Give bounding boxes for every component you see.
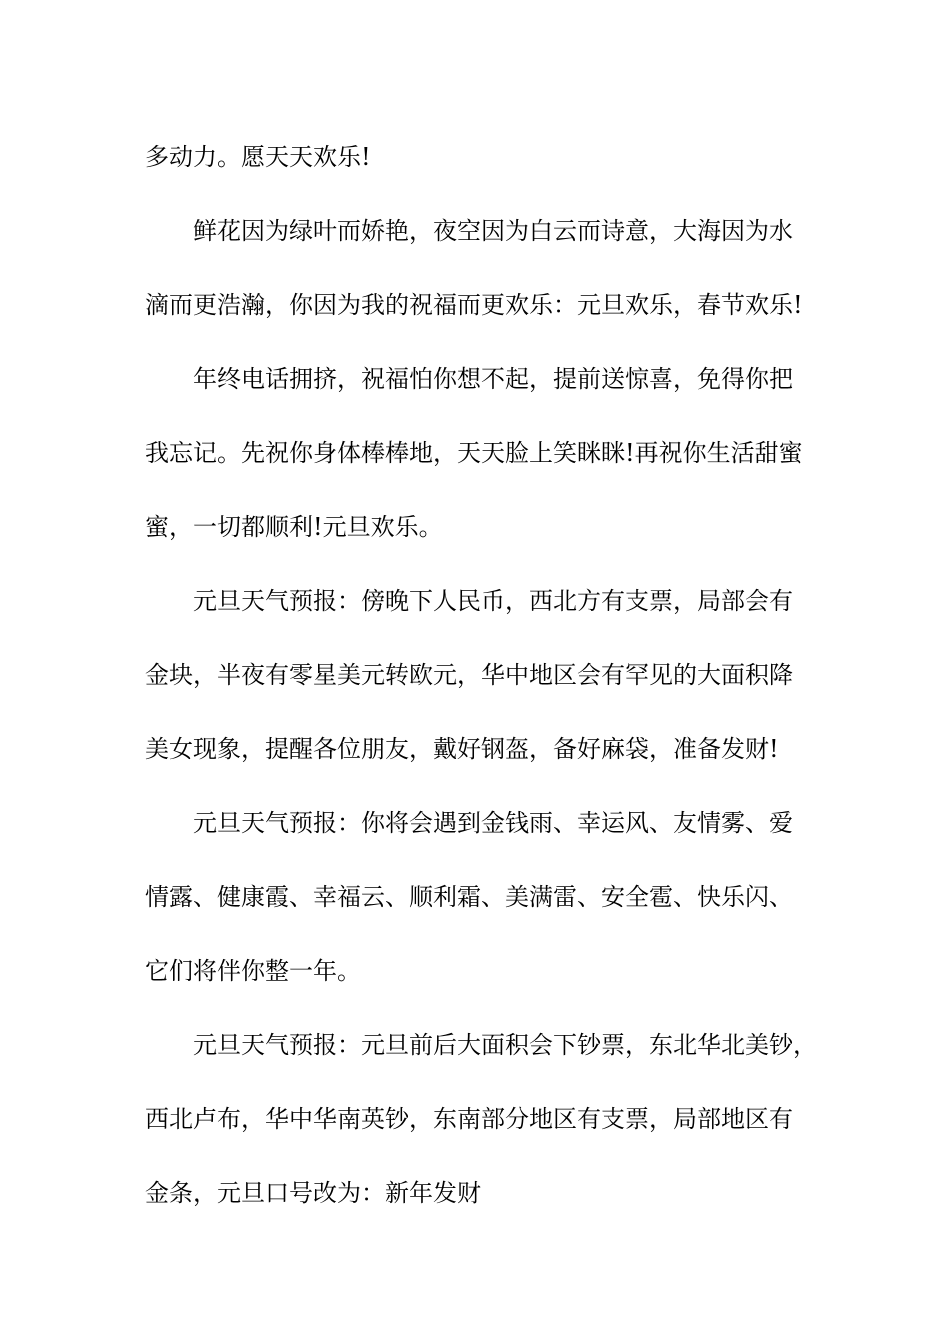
text-line: 它们将伴你整一年。 [145,957,361,985]
text-line: 我忘记。先祝你身体棒棒地，天天脸上笑眯眯!再祝你生活甜蜜 [145,439,803,467]
document-body [145,120,835,1230]
text-line: 年终电话拥挤，祝福怕你想不起，提前送惊喜，免得你把 [193,365,793,393]
text-line: 美女现象，提醒各位朋友，戴好钢盔，备好麻袋，准备发财! [145,735,779,763]
text-line: 元旦天气预报：傍晚下人民币，西北方有支票，局部会有 [193,587,793,615]
text-line: 元旦天气预报：你将会遇到金钱雨、幸运风、友情雾、爱 [193,809,793,837]
text-line: 多动力。愿天天欢乐! [145,143,371,171]
text-line: 鲜花因为绿叶而娇艳，夜空因为白云而诗意，大海因为水 [193,217,793,245]
text-line: 滴而更浩瀚，你因为我的祝福而更欢乐：元旦欢乐，春节欢乐! [145,291,803,319]
text-line: 蜜，一切都顺利!元旦欢乐。 [145,513,443,541]
text-line: 元旦天气预报：元旦前后大面积会下钞票，东北华北美钞， [193,1031,817,1059]
text-line: 金条，元旦口号改为：新年发财 [145,1179,481,1207]
text-line: 情露、健康霞、幸福云、顺利霜、美满雷、安全雹、快乐闪、 [145,883,793,911]
text-line: 西北卢布，华中华南英钞，东南部分地区有支票，局部地区有 [145,1105,793,1133]
text-line: 金块，半夜有零星美元转欧元，华中地区会有罕见的大面积降 [145,661,793,689]
